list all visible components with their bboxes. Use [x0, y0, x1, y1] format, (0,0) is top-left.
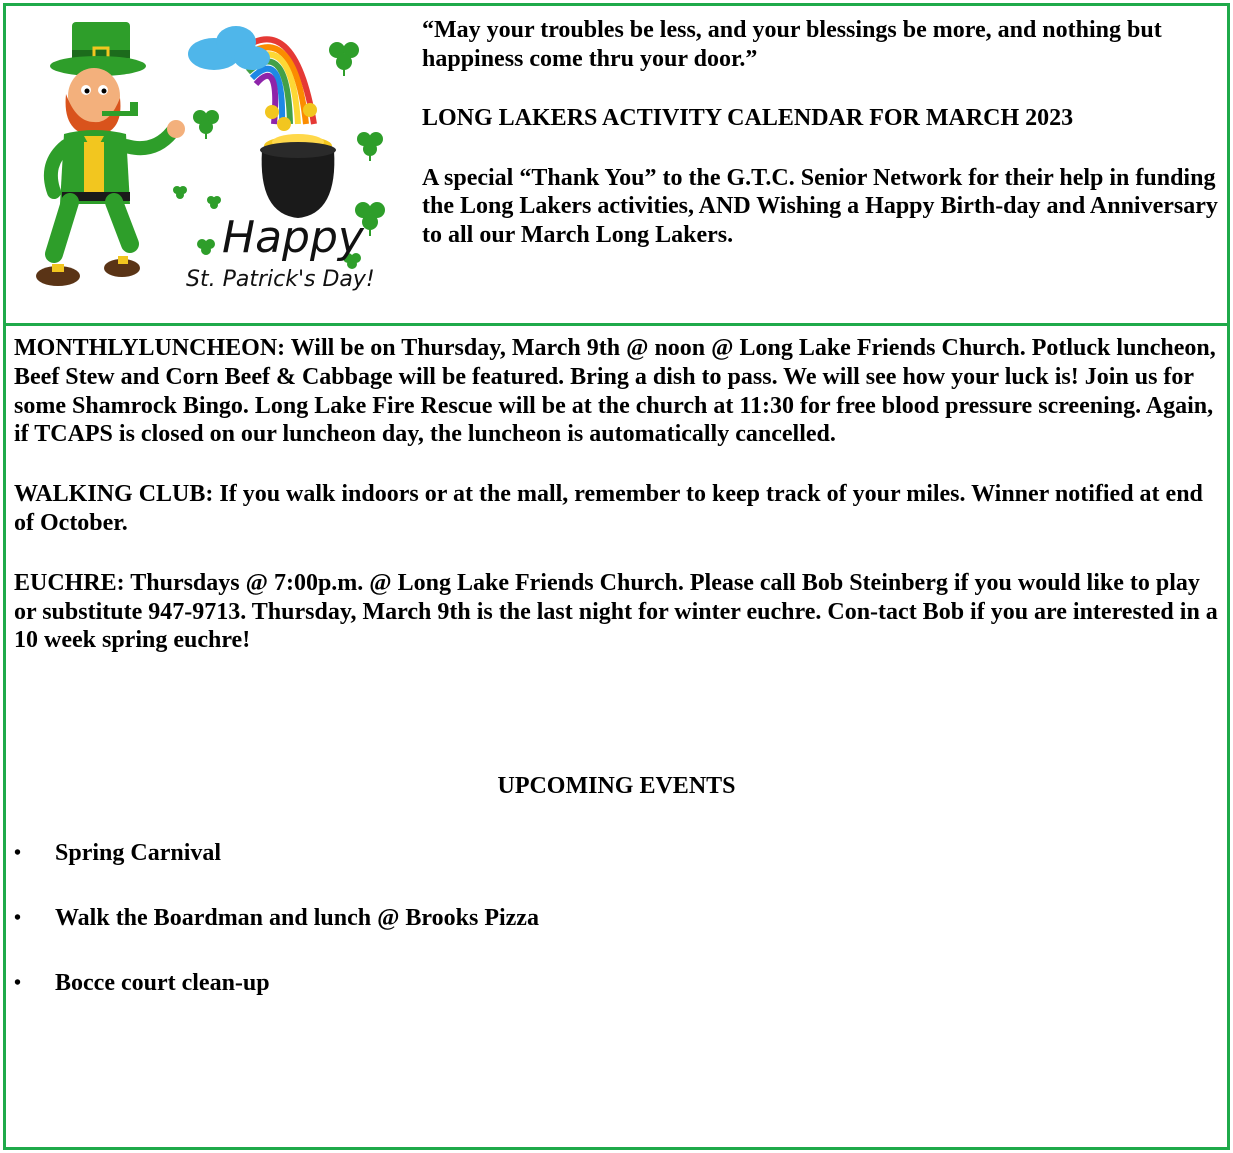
upcoming-events-heading: UPCOMING EVENTS: [497, 773, 736, 799]
thank-you-note: A special “Thank You” to the G.T.C. Senior Network for their help in funding the Long Lakers activities, AND Wishing a Happy Birth-day and Anniversary to all our March Long Lakers.: [422, 164, 1218, 248]
st-patricks-illustration: [14, 14, 404, 304]
bullet-icon: •: [14, 972, 22, 994]
blessing-quote: “May your troubles be less, and your blessings be more, and nothing but happiness come thru your door.”: [422, 17, 1162, 72]
st-patricks-caption: St. Patrick's Day!: [186, 267, 375, 292]
leprechaun-icon: [36, 22, 185, 286]
list-item: [14, 968, 914, 1033]
list-item: [14, 903, 914, 968]
walking-club-paragraph: WALKING CLUB: If you walk indoors or at the mall, remember to keep track of your miles. Winner notified at end of October.: [14, 481, 1203, 536]
bullet-icon: •: [14, 842, 22, 864]
calendar-title: LONG LAKERS ACTIVITY CALENDAR FOR MARCH 2023: [422, 105, 1074, 131]
happy-caption: Happy: [222, 212, 364, 263]
list-item: [14, 838, 914, 903]
bullet-icon: •: [14, 907, 22, 929]
event-label: Walk the Boardman and lunch @ Brooks Pizza: [55, 905, 539, 931]
euchre-paragraph: EUCHRE: Thursdays @ 7:00p.m. @ Long Lake Friends Church. Please call Bob Steinberg if you would like to play or substitute 947-9713. Thursday, March 9th is the last night for winter euchre. Con-tact Bob if you are interested in a 10 week spring euchre!: [14, 569, 1218, 654]
header-block: [422, 16, 1222, 280]
event-label: Bocce court clean-up: [55, 970, 270, 996]
cloud-icon: [188, 26, 270, 70]
luncheon-paragraph: MONTHLYLUNCHEON: Will be on Thursday, March 9th @ noon @ Long Lake Friends Church. Potluck luncheon, Beef Stew and Corn Beef & Cabbage will be featured. Bring a dish to pass. We will see how your luck is! Join us for some Shamrock Bingo. Long Lake Fire Rescue will be at the church at 11:30 for free blood pressure screening. Again, if TCAPS is closed on our luncheon day, the luncheon is automatically cancelled.: [14, 335, 1216, 448]
upcoming-events-list: [14, 838, 914, 1033]
event-label: Spring Carnival: [55, 840, 222, 866]
section-divider: [6, 323, 1227, 326]
activities-block: [14, 334, 1220, 686]
page-frame: [3, 3, 1230, 1150]
